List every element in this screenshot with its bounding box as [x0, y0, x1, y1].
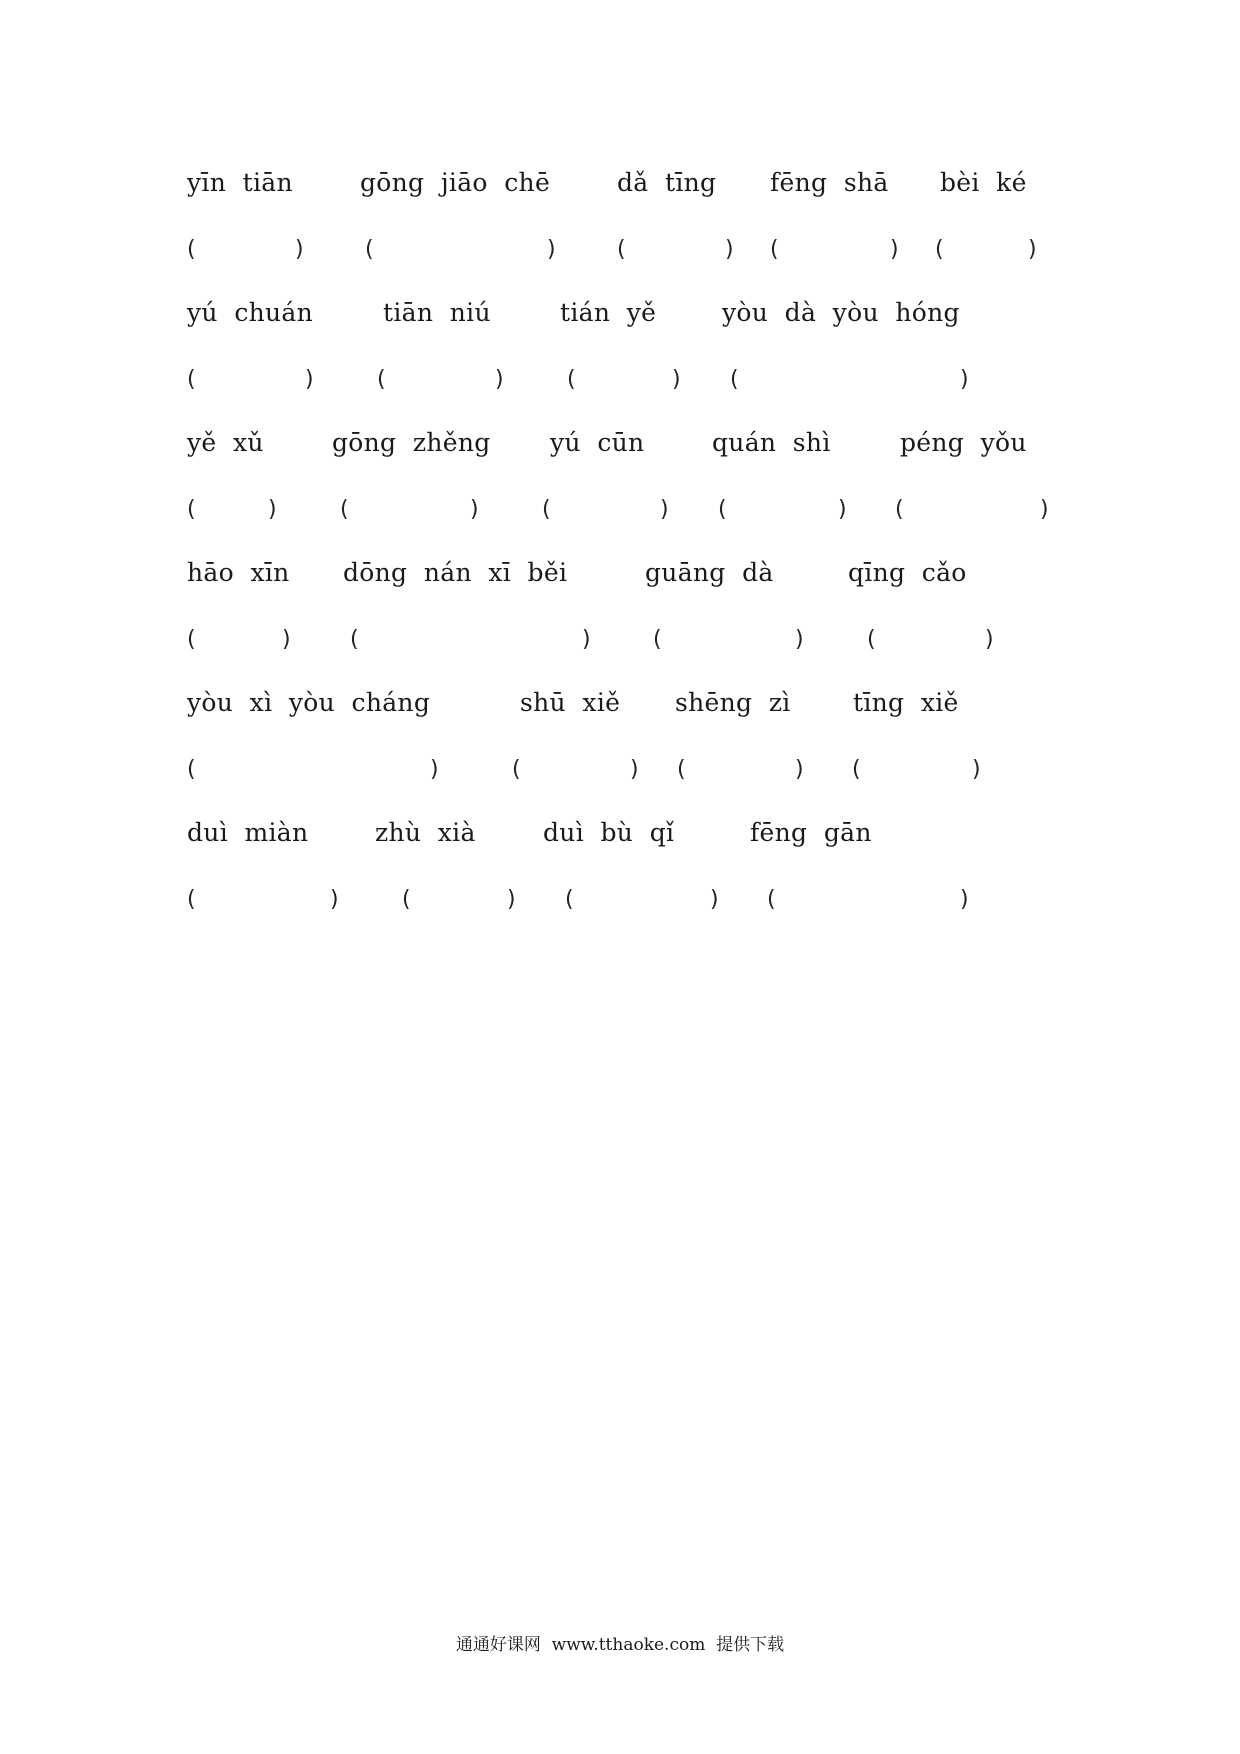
- pinyin-row-1: [0, 163, 1240, 203]
- answer-bracket-close: ): [710, 887, 719, 912]
- answer-bracket-close: ): [838, 497, 847, 522]
- answer-row-5: [0, 750, 1240, 790]
- answer-row-4: [0, 620, 1240, 660]
- answer-row-2: [0, 360, 1240, 400]
- pinyin-word: yú chuán: [187, 298, 314, 327]
- answer-bracket-close: ): [725, 237, 734, 262]
- answer-bracket-close: ): [985, 627, 994, 652]
- answer-bracket-close: ): [305, 367, 314, 392]
- answer-bracket-open: (: [187, 757, 196, 782]
- answer-bracket-open: (: [617, 237, 626, 262]
- answer-row-3: [0, 490, 1240, 530]
- answer-bracket-close: ): [1040, 497, 1049, 522]
- pinyin-word: shēng zì: [675, 688, 791, 717]
- answer-row-1: [0, 230, 1240, 270]
- answer-row-6: [0, 880, 1240, 920]
- answer-bracket-close: ): [972, 757, 981, 782]
- pinyin-word: shū xiě: [520, 688, 621, 717]
- answer-bracket-close: ): [268, 497, 277, 522]
- pinyin-word: gōng zhěng: [332, 428, 491, 457]
- pinyin-word: tīng xiě: [853, 688, 959, 717]
- answer-bracket-close: ): [795, 757, 804, 782]
- answer-bracket-open: (: [542, 497, 551, 522]
- pinyin-row-5: [0, 683, 1240, 723]
- answer-bracket-close: ): [547, 237, 556, 262]
- answer-bracket-open: (: [852, 757, 861, 782]
- answer-bracket-open: (: [565, 887, 574, 912]
- answer-bracket-open: (: [770, 237, 779, 262]
- pinyin-word: duì miàn: [187, 818, 309, 847]
- answer-bracket-close: ): [890, 237, 899, 262]
- answer-bracket-open: (: [935, 237, 944, 262]
- pinyin-word: yīn tiān: [187, 168, 293, 197]
- answer-bracket-open: (: [867, 627, 876, 652]
- answer-bracket-open: (: [730, 367, 739, 392]
- answer-bracket-close: ): [660, 497, 669, 522]
- answer-bracket-close: ): [282, 627, 291, 652]
- answer-bracket-open: (: [377, 367, 386, 392]
- pinyin-word: tiān niú: [383, 298, 491, 327]
- answer-bracket-close: ): [430, 757, 439, 782]
- answer-bracket-open: (: [350, 627, 359, 652]
- answer-bracket-open: (: [187, 627, 196, 652]
- answer-bracket-close: ): [630, 757, 639, 782]
- pinyin-word: yòu xì yòu cháng: [187, 688, 431, 717]
- pinyin-row-3: [0, 423, 1240, 463]
- answer-bracket-close: ): [672, 367, 681, 392]
- pinyin-word: fēng gān: [750, 818, 872, 847]
- answer-bracket-open: (: [187, 497, 196, 522]
- answer-bracket-close: ): [795, 627, 804, 652]
- pinyin-word: yě xǔ: [187, 428, 264, 457]
- answer-bracket-open: (: [512, 757, 521, 782]
- answer-bracket-open: (: [402, 887, 411, 912]
- pinyin-row-6: [0, 813, 1240, 853]
- answer-bracket-close: ): [295, 237, 304, 262]
- pinyin-word: bèi ké: [940, 168, 1027, 197]
- pinyin-word: yú cūn: [550, 428, 645, 457]
- answer-bracket-close: ): [1028, 237, 1037, 262]
- pinyin-row-4: [0, 553, 1240, 593]
- answer-bracket-open: (: [340, 497, 349, 522]
- answer-bracket-open: (: [187, 237, 196, 262]
- answer-bracket-close: ): [582, 627, 591, 652]
- answer-bracket-open: (: [677, 757, 686, 782]
- pinyin-row-2: [0, 293, 1240, 333]
- pinyin-word: dǎ tīng: [617, 168, 717, 197]
- answer-bracket-open: (: [767, 887, 776, 912]
- answer-bracket-open: (: [187, 367, 196, 392]
- pinyin-word: hāo xīn: [187, 558, 290, 587]
- pinyin-word: gōng jiāo chē: [360, 168, 551, 197]
- pinyin-word: guāng dà: [645, 558, 774, 587]
- answer-bracket-open: (: [653, 627, 662, 652]
- answer-bracket-close: ): [507, 887, 516, 912]
- answer-bracket-open: (: [895, 497, 904, 522]
- answer-bracket-close: ): [495, 367, 504, 392]
- answer-bracket-open: (: [718, 497, 727, 522]
- pinyin-word: dōng nán xī běi: [343, 558, 568, 587]
- answer-bracket-close: ): [960, 367, 969, 392]
- pinyin-word: qīng cǎo: [848, 558, 967, 587]
- pinyin-word: péng yǒu: [900, 428, 1027, 457]
- answer-bracket-close: ): [330, 887, 339, 912]
- footer-source-text: 通通好课网 www.tthaoke.com 提供下载: [455, 1635, 785, 1655]
- pinyin-word: duì bù qǐ: [543, 818, 675, 847]
- pinyin-word: zhù xià: [375, 818, 476, 847]
- pinyin-word: yòu dà yòu hóng: [722, 298, 960, 327]
- answer-bracket-open: (: [365, 237, 374, 262]
- pinyin-word: tián yě: [560, 298, 657, 327]
- answer-bracket-close: ): [470, 497, 479, 522]
- answer-bracket-open: (: [187, 887, 196, 912]
- answer-bracket-close: ): [960, 887, 969, 912]
- pinyin-word: quán shì: [712, 428, 831, 457]
- answer-bracket-open: (: [567, 367, 576, 392]
- pinyin-word: fēng shā: [770, 168, 889, 197]
